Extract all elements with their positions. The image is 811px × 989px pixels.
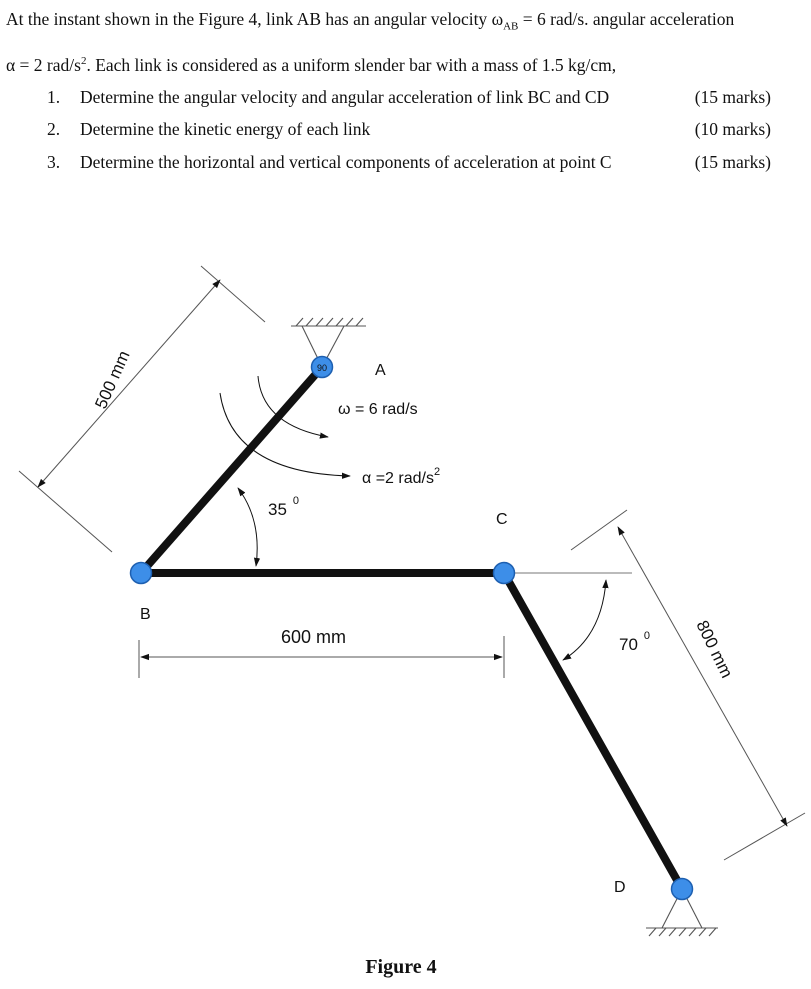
dimension-ab-label: 500 mm — [91, 347, 134, 412]
alpha-label: α =2 rad/$s^2$ — [362, 466, 441, 487]
task-number: 1. — [47, 87, 61, 107]
task-text: Determine the horizontal and vertical components of acceleration at point C — [80, 152, 612, 172]
task-marks: (10 marks) — [694, 119, 771, 139]
dimension-cd — [571, 510, 805, 860]
angle-c-label: 70 $^0$ — [619, 630, 651, 654]
omega-subscript: AB — [503, 20, 519, 33]
label-point-b: B — [140, 606, 151, 623]
label-point-a: A — [375, 362, 386, 379]
links — [141, 367, 682, 889]
joint-b — [131, 563, 152, 584]
task-marks: (15 marks) — [694, 87, 771, 107]
figure-caption: Figure 4 — [365, 956, 437, 978]
link-ab — [141, 367, 322, 573]
task-text: Determine the kinetic energy of each link — [80, 119, 371, 139]
angle-b-arc — [238, 488, 257, 566]
task-number: 2. — [47, 119, 61, 139]
joint-d — [672, 879, 693, 900]
task-number: 3. — [47, 152, 61, 172]
angle-b-label: 35 $^0$ — [268, 495, 300, 519]
dimension-ab — [19, 266, 265, 552]
problem-line-1: At the instant shown in the Figure 4, link AB has an angular velocity $\omega_{AB} = 6$ rad/s. angular acceleration — [6, 9, 735, 33]
omega-symbol: ω — [491, 9, 504, 29]
joint-a-pin-label: 90 — [316, 363, 328, 373]
label-point-c: C — [496, 511, 508, 528]
link-cd — [504, 573, 682, 889]
dimension-cd-label: 800 mm — [692, 617, 737, 681]
dimension-bc-label: 600 mm — [281, 627, 347, 647]
problem-line-2: α = 2 rad/$s^2$. Each link is considered as a uniform slender bar with a mass of 1.5 kg/cm, — [6, 54, 617, 75]
task-marks: (15 marks) — [694, 152, 771, 172]
omega-label: ω = 6 rad/s — [338, 401, 418, 418]
joint-c — [494, 563, 515, 584]
label-point-d: D — [614, 879, 626, 896]
angle-c-arc — [563, 580, 606, 660]
task-text: Determine the angular velocity and angular acceleration of link BC and CD — [80, 87, 610, 107]
